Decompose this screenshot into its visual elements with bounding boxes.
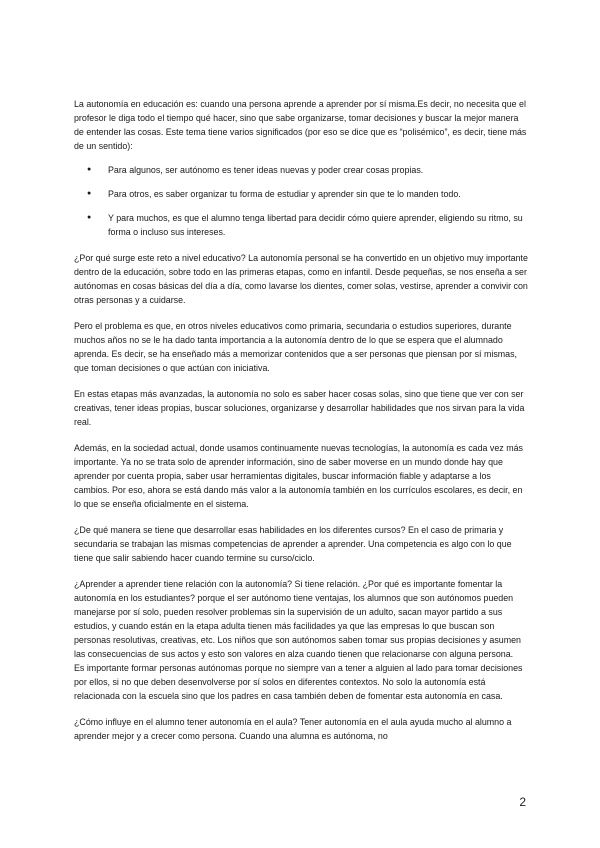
paragraph-advanced-stages: En estas etapas más avanzadas, la autonomía no solo es saber hacer cosas solas, sino que tiene que ver con ser creativas, tener ideas propias, buscar soluciones, organizarse y desarrollar habilidades que nos sirvan para la vida real. <box>74 389 525 427</box>
paragraph-learning-to-learn: ¿Aprender a aprender tiene relación con la autonomía? Si tiene relación. ¿Por qué es importante fomentar la autonomía en los estudiantes? porque el ser autónomo tiene ventajas, los alumnos que son autónomos pueden manejarse por sí solo, pueden resolver problemas sin la supervisión de un adulto, sacan mayor partido a sus estudios, y cuando están en la etapa adulta tienen más facilidades ya que las empresas lo que buscan son personas resolutivas, creativas, etc. Los niños que son autónomos saben tomar sus propias decisiones y asumen las consecuencias de sus actos y esto son valores en alza cuando tienen que relacionarse con alguna persona. <box>74 579 521 659</box>
meanings-list <box>74 163 528 239</box>
paragraph-importance: Es importante formar personas autónomas porque no siempre van a tener a alguien al lado para tomar decisiones por ellos, si no que deben desenvolverse por sí solos en diferentes contextos. No solo la autonomía está relacionada con la escuela sino que los padres en casa también deben de fomentar esta autonomía en casa. <box>74 663 523 701</box>
paragraph-problem: Pero el problema es que, en otros niveles educativos como primaria, secundaria o estudios superiores, durante muchos años no se le ha dado tanta importancia a la autonomía dentro de lo que se espera que el alumnado aprenda. Es decir, se ha enseñado más a memorizar contenidos que a ser personas que piensan por sí mismas, que toman decisiones o que actúan con iniciativa. <box>74 321 518 373</box>
paragraph-why-challenge: ¿Por qué surge este reto a nivel educativo? La autonomía personal se ha convertido en un objetivo muy importante dentro de la educación, sobre todo en las primeras etapas, como en infantil. Desde pequeñas, se nos enseña a ser autónomas en cosas básicas del día a día, como lavarse los dientes, comer solas, vestirse, aprender a convivir con otras personas y a cuidarse. <box>74 253 528 305</box>
intro-paragraph: La autonomía en educación es: cuando una persona aprende a aprender por sí misma.Es decir, no necesita que el profesor le diga todo el tiempo qué hacer, sino que sabe organizarse, tomar decisiones y buscar la mejor manera de entender las cosas. Este tema tiene varios significados (por eso se dice que es “polisémico”, es decir, tiene más de un sentido): <box>74 99 527 151</box>
document-body <box>74 97 528 743</box>
list-item: ● Y para muchos, es que el alumno tenga libertad para decidir cómo quiere aprender, eligiendo su ritmo, su forma o incluso sus intereses. <box>74 211 528 239</box>
page-number: 2 <box>519 795 526 809</box>
paragraph-classroom: ¿Cómo influye en el alumno tener autonomía en el aula? Tener autonomía en el aula ayuda mucho al alumno a aprender mejor y a crecer como persona. Cuando una alumna es autónoma, no <box>74 717 512 741</box>
paragraph-courses: ¿De qué manera se tiene que desarrollar esas habilidades en los diferentes cursos? En el caso de primaria y secundaria se trabajan las mismas competencias de aprender a aprender. Una competencia es algo con lo que tiene que salir sabiendo hacer cuando termine su curso/ciclo. <box>74 525 512 563</box>
paragraph-technology: Además, en la sociedad actual, donde usamos continuamente nuevas tecnologías, la autonomía es cada vez más importante. Ya no se trata solo de aprender información, sino de saber moverse en un mundo donde hay que aprender por cuenta propia, saber usar herramientas digitales, buscar información fiable y adaptarse a los cambios. Por eso, ahora se está dando más valor a la autonomía también en los currículos escolares, es decir, en lo que se enseña oficialmente en el sistema. <box>74 443 523 509</box>
list-item: ● Para otros, es saber organizar tu forma de estudiar y aprender sin que te lo manden todo. <box>74 187 528 201</box>
list-item: ● Para algunos, ser autónomo es tener ideas nuevas y poder crear cosas propias. <box>74 163 528 177</box>
